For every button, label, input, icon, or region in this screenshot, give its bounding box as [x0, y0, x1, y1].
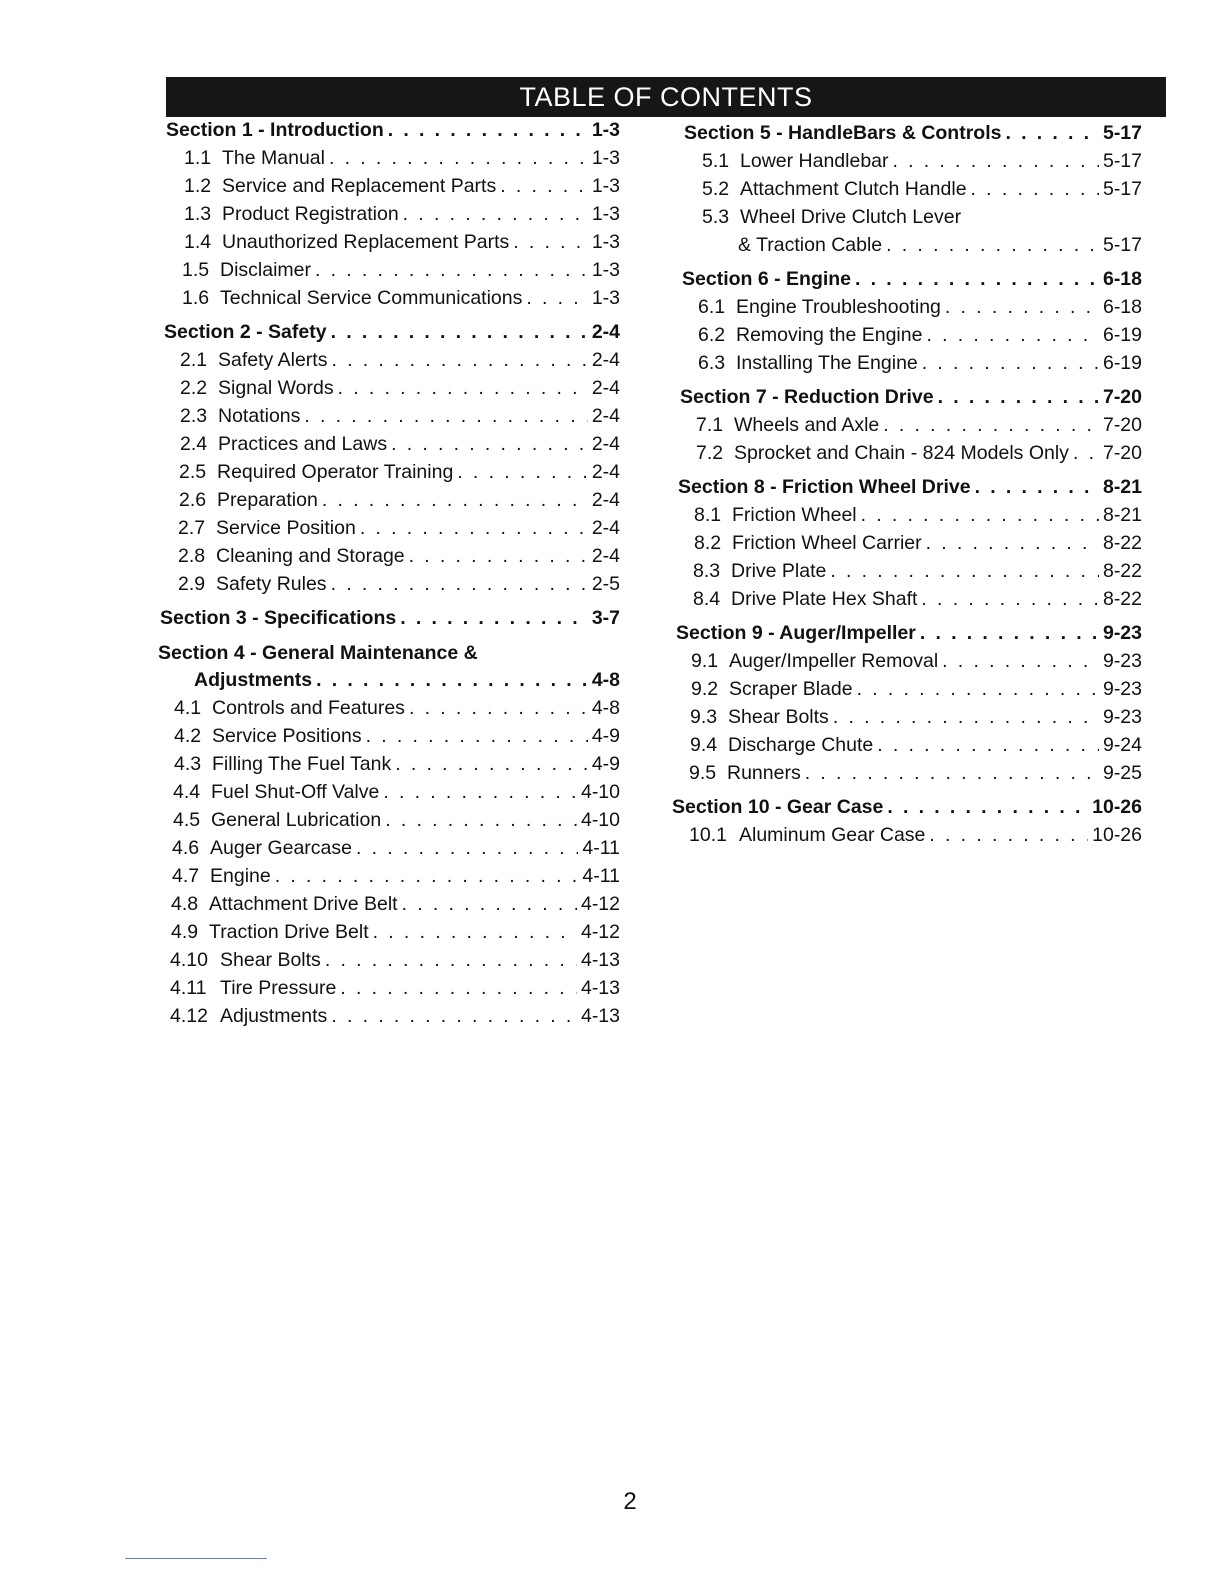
toc-item-4-1[interactable]: 4.1 Controls and Features . . . 4-8 [158, 694, 620, 722]
toc-section-7[interactable]: Section 7 - Reduction Drive . . . 7-20 [672, 383, 1142, 411]
toc-item-9-3[interactable]: 9.3 Shear Bolts . . . 9-23 [672, 703, 1142, 731]
toc-section-1[interactable] [158, 116, 620, 144]
toc-left-column [158, 116, 620, 1030]
toc-item-4-9[interactable]: 4.9 Traction Drive Belt . . . 4-12 [158, 918, 620, 946]
footer-rule [125, 1558, 267, 1559]
toc-item-1-4[interactable]: 1.4 Unauthorized Replacement Parts . . . 1-3 [158, 228, 620, 256]
toc-item-2-3[interactable]: 2.3 Notations . . . 2-4 [158, 402, 620, 430]
toc-item-6-1[interactable]: 6.1 Engine Troubleshooting . . . 6-18 [672, 293, 1142, 321]
toc-section-6[interactable]: Section 6 - Engine . . . 6-18 [672, 265, 1142, 293]
toc-item-1-5[interactable]: 1.5 Disclaimer . . . 1-3 [158, 256, 620, 284]
toc-item-2-8[interactable]: 2.8 Cleaning and Storage . . . 2-4 [158, 542, 620, 570]
toc-item-1-1[interactable]: 1.1 The Manual . . . 1-3 [158, 144, 620, 172]
toc-section-3[interactable]: Section 3 - Specifications . . . 3-7 [158, 604, 620, 632]
section-page: 1-3 [591, 119, 620, 141]
toc-item-2-7[interactable]: 2.7 Service Position . . . 2-4 [158, 514, 620, 542]
toc-item-6-2[interactable]: 6.2 Removing the Engine . . . 6-19 [672, 321, 1142, 349]
toc-item-9-4[interactable]: 9.4 Discharge Chute . . . 9-24 [672, 731, 1142, 759]
page-number: 2 [623, 1488, 637, 1515]
toc-item-8-3[interactable]: 8.3 Drive Plate . . . 8-22 [672, 557, 1142, 585]
toc-item-7-1[interactable]: 7.1 Wheels and Axle . . . 7-20 [672, 411, 1142, 439]
toc-item-4-8[interactable]: 4.8 Attachment Drive Belt . . . 4-12 [158, 890, 620, 918]
toc-item-4-7[interactable]: 4.7 Engine . . . 4-11 [158, 862, 620, 890]
toc-item-2-2[interactable]: 2.2 Signal Words . . . 2-4 [158, 374, 620, 402]
toc-item-10-1[interactable]: 10.1 Aluminum Gear Case . . . 10-26 [672, 821, 1142, 849]
toc-section-9[interactable]: Section 9 - Auger/Impeller . . . 9-23 [672, 619, 1142, 647]
toc-right-column [672, 119, 1142, 849]
toc-item-2-9[interactable]: 2.9 Safety Rules . . . 2-5 [158, 570, 620, 598]
toc-item-2-1[interactable]: 2.1 Safety Alerts . . . 2-4 [158, 346, 620, 374]
toc-section-5[interactable]: Section 5 - HandleBars & Controls . . . 5-17 [672, 119, 1142, 147]
toc-item-6-3[interactable]: 6.3 Installing The Engine . . . 6-19 [672, 349, 1142, 377]
toc-item-5-3-line1[interactable]: 5.3 Wheel Drive Clutch Lever [702, 206, 962, 228]
toc-item-2-4[interactable]: 2.4 Practices and Laws . . . 2-4 [158, 430, 620, 458]
toc-section-8[interactable]: Section 8 - Friction Wheel Drive . . . 8-21 [672, 473, 1142, 501]
toc-item-1-2[interactable]: 1.2 Service and Replacement Parts . . . 1-3 [158, 172, 620, 200]
toc-item-1-3[interactable]: 1.3 Product Registration . . . 1-3 [158, 200, 620, 228]
toc-item-4-10[interactable]: 4.10 Shear Bolts . . . 4-13 [158, 946, 620, 974]
toc-section-4[interactable]: Adjustments . . . 4-8 [158, 666, 620, 694]
toc-item-8-1[interactable]: 8.1 Friction Wheel . . . 8-21 [672, 501, 1142, 529]
toc-item-4-4[interactable]: 4.4 Fuel Shut-Off Valve . . . 4-10 [158, 778, 620, 806]
section-label: Section 1 - Introduction [166, 119, 384, 141]
toc-item-9-2[interactable]: 9.2 Scraper Blade . . . 9-23 [672, 675, 1142, 703]
toc-item-4-6[interactable]: 4.6 Auger Gearcase . . . 4-11 [158, 834, 620, 862]
toc-title-banner: TABLE OF CONTENTS [166, 77, 1166, 117]
toc-item-5-1[interactable]: 5.1 Lower Handlebar . . . 5-17 [672, 147, 1142, 175]
toc-item-4-5[interactable]: 4.5 General Lubrication . . . 4-10 [158, 806, 620, 834]
toc-section-10[interactable]: Section 10 - Gear Case . . . 10-26 [672, 793, 1142, 821]
toc-item-9-5[interactable]: 9.5 Runners . . . 9-25 [672, 759, 1142, 787]
toc-item-2-5[interactable]: 2.5 Required Operator Training . . . 2-4 [158, 458, 620, 486]
toc-item-4-11[interactable]: 4.11 Tire Pressure . . . 4-13 [158, 974, 620, 1002]
toc-item-5-3[interactable]: & Traction Cable . . . 5-17 [672, 231, 1142, 259]
toc-section-2[interactable]: Section 2 - Safety . . . 2-4 [158, 318, 620, 346]
toc-item-2-6[interactable]: 2.6 Preparation . . . 2-4 [158, 486, 620, 514]
toc-item-8-4[interactable]: 8.4 Drive Plate Hex Shaft . . . 8-22 [672, 585, 1142, 613]
toc-item-1-6[interactable]: 1.6 Technical Service Communications . . . 1-3 [158, 284, 620, 312]
toc-item-7-2[interactable]: 7.2 Sprocket and Chain - 824 Models Only . . . 7-20 [672, 439, 1142, 467]
toc-item-5-2[interactable]: 5.2 Attachment Clutch Handle . . . 5-17 [672, 175, 1142, 203]
toc-item-9-1[interactable]: 9.1 Auger/Impeller Removal . . . 9-23 [672, 647, 1142, 675]
toc-item-4-3[interactable]: 4.3 Filling The Fuel Tank . . . 4-9 [158, 750, 620, 778]
toc-section-4-line1[interactable]: Section 4 - General Maintenance & [158, 642, 478, 664]
toc-item-8-2[interactable]: 8.2 Friction Wheel Carrier . . . 8-22 [672, 529, 1142, 557]
toc-item-4-2[interactable]: 4.2 Service Positions . . . 4-9 [158, 722, 620, 750]
toc-item-4-12[interactable]: 4.12 Adjustments . . . 4-13 [158, 1002, 620, 1030]
